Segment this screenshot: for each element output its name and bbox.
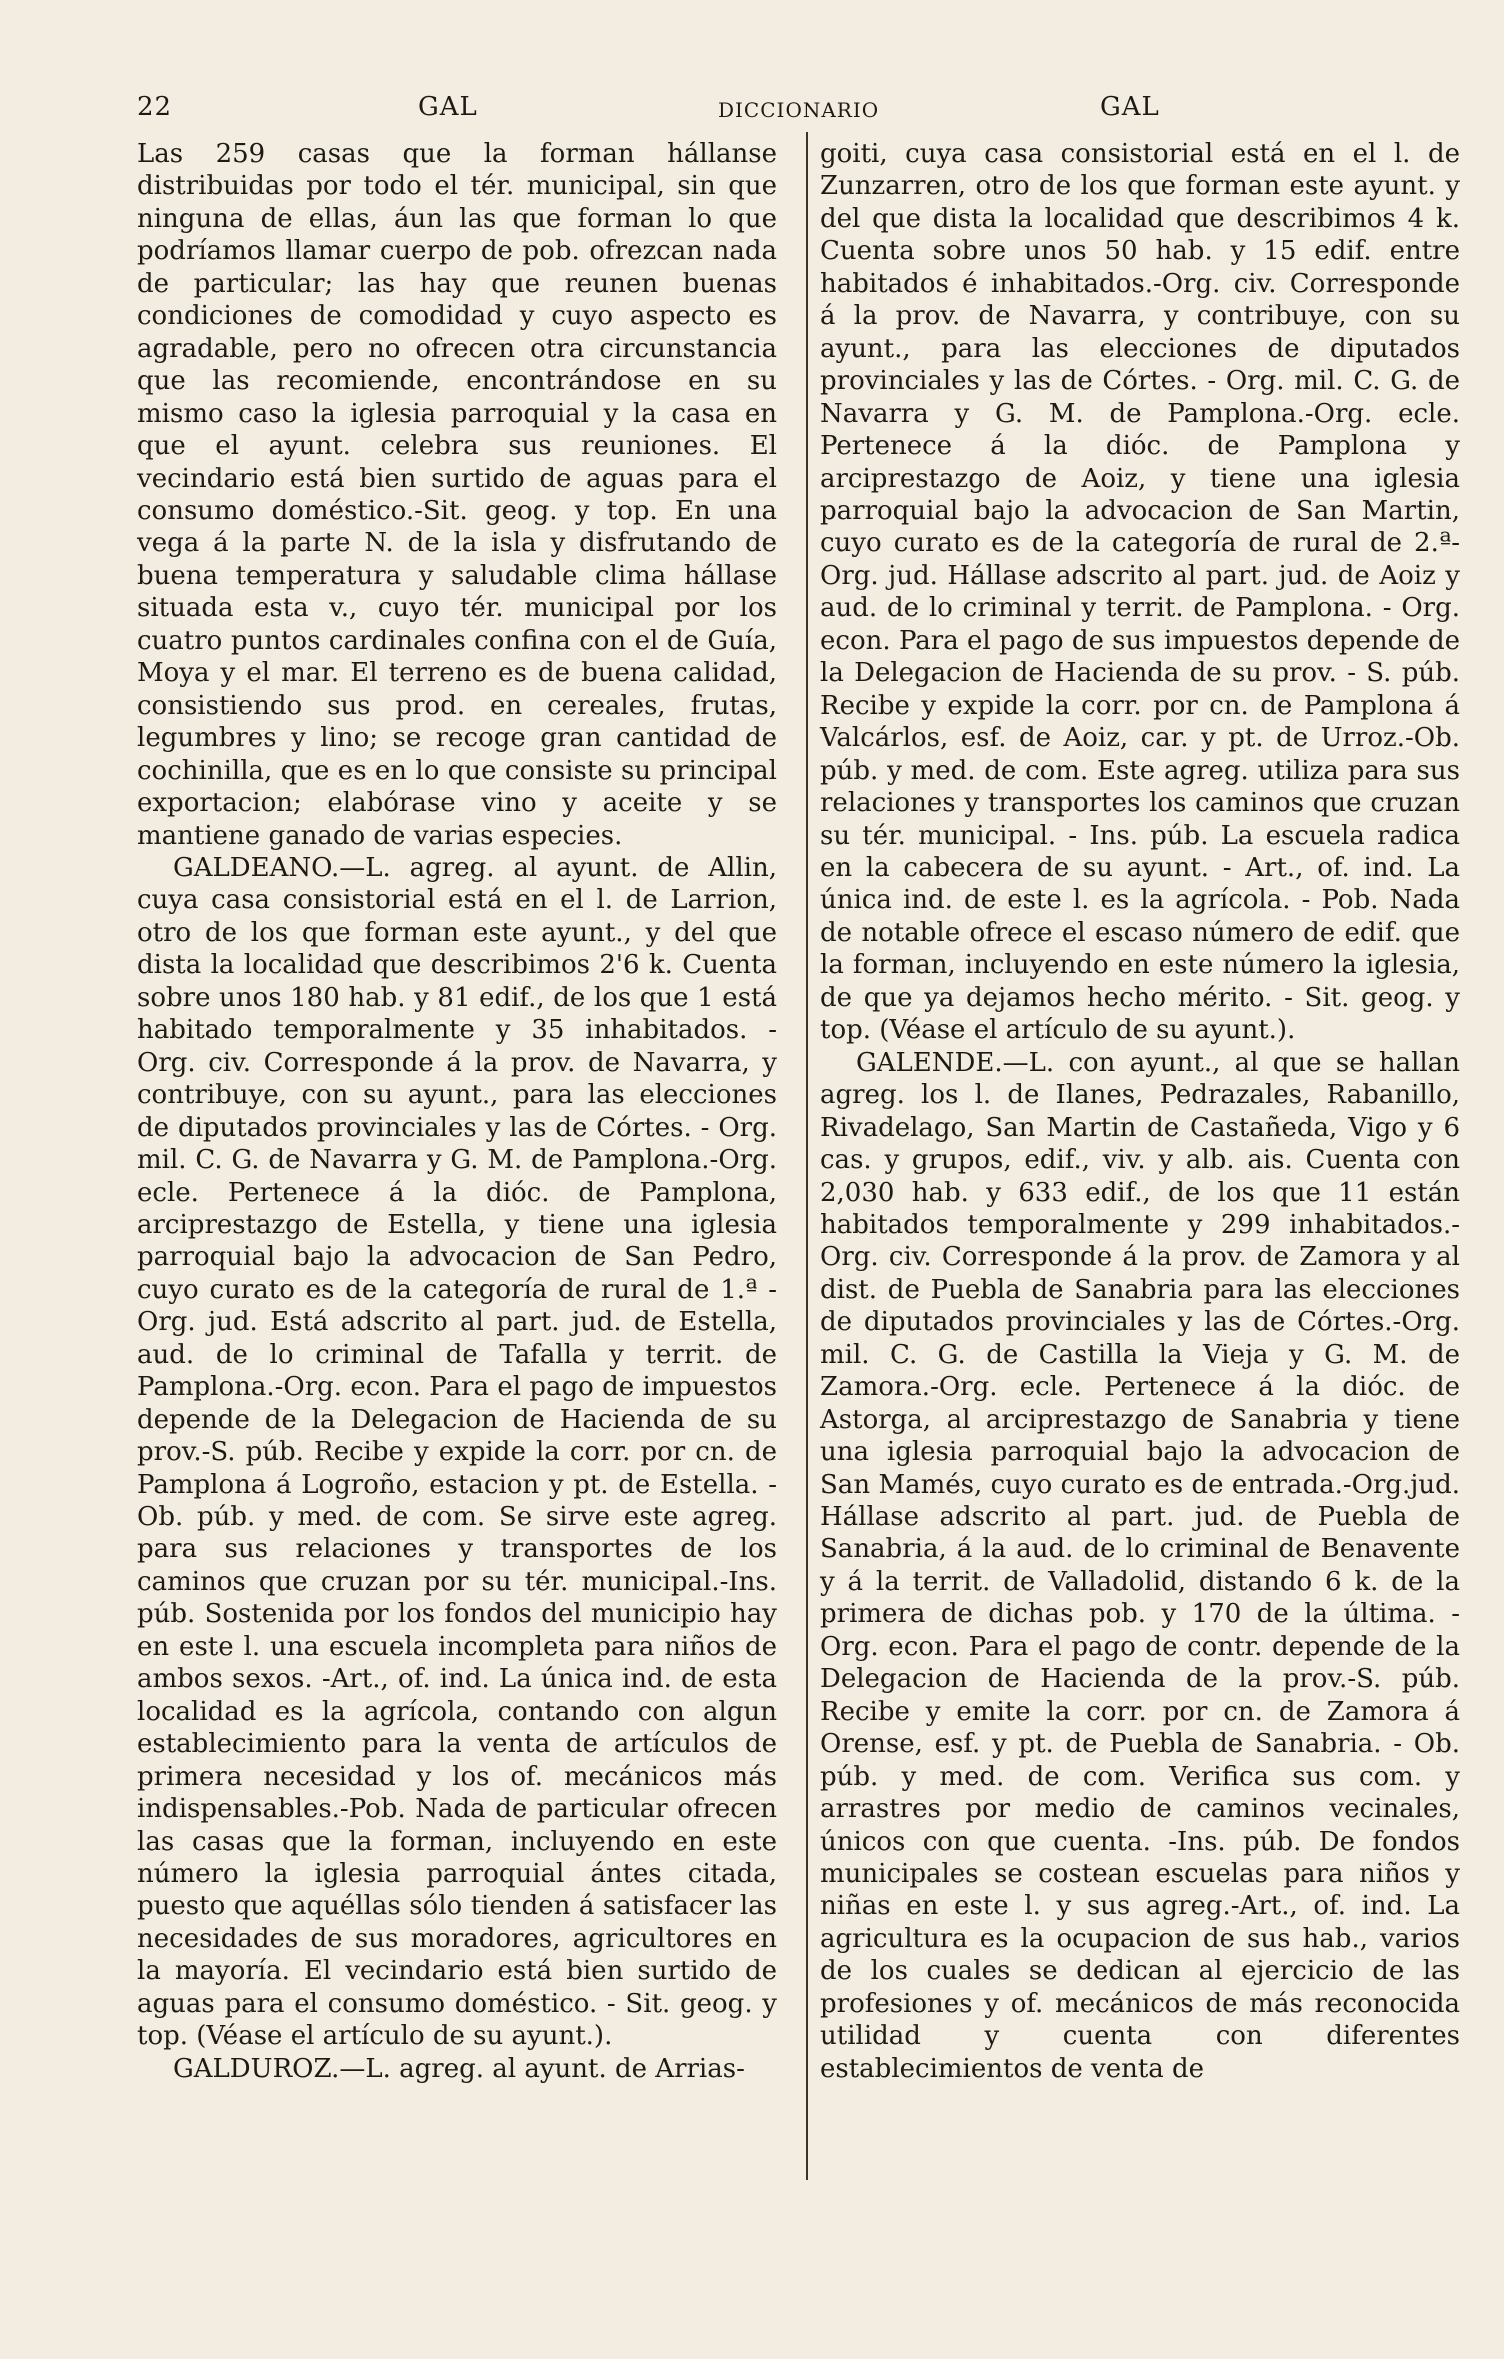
header-right-word: GAL	[1100, 92, 1160, 122]
left-column	[137, 138, 777, 2085]
header-center-title: DICCIONARIO	[718, 98, 880, 122]
paragraph: goiti, cuya casa consistorial está en el l. de Zunzarren, otro de los que forman este ayunt. y del que dista la localidad que describimos 4 k. Cuenta sobre unos 50 hab. y 15 edif. entre habitados é inhabitados.-Org. civ. Corresponde á la prov. de Navarra, y contribuye, con su ayunt., para las elecciones de diputados provinciales y las de Córtes. - Org. mil. C. G. de Navarra y G. M. de Pamplona.-Org. ecle. Pertenece á la dióc. de Pamplona y arciprestazgo de Aoiz, y tiene una iglesia parroquial bajo la advocacion de San Martin, cuyo curato es de la categoría de rural de 2.ª-Org. jud. Hállase adscrito al part. jud. de Aoiz y aud. de lo criminal y territ. de Pamplona. - Org. econ. Para el pago de sus impuestos depende de la Delegacion de Hacienda de su prov. - S. púb. Recibe y expide la corr. por cn. de Pamplona á Valcárlos, esf. de Aoiz, car. y pt. de Urroz.-Ob. púb. y med. de com. Este agreg. utiliza para sus relaciones y transportes los caminos que cruzan su tér. municipal. - Ins. púb. La escuela radica en la cabecera de su ayunt. - Art., of. ind. La única ind. de este l. es la agrícola. - Pob. Nada de notable ofrece el escaso número de edif. que la forman, incluyendo en este número la iglesia, de que ya dejamos hecho mérito. - Sit. geog. y top. (Véase el artículo de su ayunt.).	[820, 139, 1460, 1046]
column-divider	[806, 132, 808, 2180]
entry-galende: GALENDE.—L. con ayunt., al que se hallan agreg. los l. de Ilanes, Pedrazales, Rabanillo, Rivadelago, San Martin de Castañeda, Vigo y 6 cas. y grupos, edif., viv. y alb. ais. Cuenta con 2,030 hab. y 633 edif., de los que 11 están habitados temporalmente y 299 inhabitados.-Org. civ. Corresponde á la prov. de Zamora y al dist. de Puebla de Sanabria para las elecciones de diputados provinciales y las de Córtes.-Org. mil. C. G. de Castilla la Vieja y G. M. de Zamora.-Org. ecle. Pertenece á la dióc. de Astorga, al arciprestazgo de Sanabria y tiene una iglesia parroquial bajo la advocacion de San Mamés, cuyo curato es de entrada.-Org.jud. Hállase adscrito al part. jud. de Puebla de Sanabria, á la aud. de lo criminal de Benavente y á la territ. de Valladolid, distando 6 k. de la primera de dichas pob. y 170 de la última. - Org. econ. Para el pago de contr. depende de la Delegacion de Hacienda de la prov.-S. púb. Recibe y emite la corr. por cn. de Zamora á Orense, esf. y pt. de Puebla de Sanabria. - Ob. púb. y med. de com. Verifica sus com. y arrastres por medio de caminos vecinales, únicos con que cuenta. -Ins. púb. De fondos municipales se costean escuelas para niños y niñas en este l. y sus agreg.-Art., of. ind. La agricultura es la ocupacion de sus hab., varios de los cuales se dedican al ejercicio de las profesiones y of. mecánicos de más reconocida utilidad y cuenta con diferentes establecimientos de venta de	[820, 1047, 1460, 2084]
paragraph: Las 259 casas que la forman hállanse distribuidas por todo el tér. municipal, sin que ninguna de ellas, áun las que forman lo que podríamos llamar cuerpo de pob. ofrezcan nada de particular; las hay que reunen buenas condiciones de comodidad y cuyo aspecto es agradable, pero no ofrecen otra circunstancia que las recomiende, encontrándose en su mismo caso la iglesia parroquial y la casa en que el ayunt. celebra sus reuniones. El vecindario está bien surtido de aguas para el consumo doméstico.-Sit. geog. y top. En una vega á la parte N. de la isla y disfrutando de buena temperatura y saludable clima hállase situada esta v., cuyo tér. municipal por los cuatro puntos cardinales confina con el de Guía, Moya y el mar. El terreno es de buena calidad, consistiendo sus prod. en cereales, frutas, legumbres y lino; se recoge gran cantidad de cochinilla, que es en lo que consiste su principal exportacion; elabórase vino y aceite y se mantiene ganado de varias especies.	[137, 139, 777, 851]
entry-galduroz: GALDUROZ.—L. agreg. al ayunt. de Arrias-	[173, 2053, 745, 2084]
header-left-word: GAL	[418, 92, 478, 122]
page-number: 22	[137, 92, 173, 122]
right-column	[820, 138, 1460, 2085]
entry-galdeano: GALDEANO.—L. agreg. al ayunt. de Allin, cuya casa consistorial está en el l. de Larrion, otro de los que forman este ayunt., y del que dista la localidad que describimos 2'6 k. Cuenta sobre unos 180 hab. y 81 edif., de los que 1 está habitado temporalmente y 35 inhabitados. - Org. civ. Corresponde á la prov. de Navarra, y contribuye, con su ayunt., para las elecciones de diputados provinciales y las de Córtes. - Org. mil. C. G. de Navarra y G. M. de Pamplona.-Org. ecle. Pertenece á la dióc. de Pamplona, arciprestazgo de Estella, y tiene una iglesia parroquial bajo la advocacion de San Pedro, cuyo curato es de la categoría de rural de 1.ª - Org. jud. Está adscrito al part. jud. de Estella, aud. de lo criminal de Tafalla y territ. de Pamplona.-Org. econ. Para el pago de impuestos depende de la Delegacion de Hacienda de su prov.-S. púb. Recibe y expide la corr. por cn. de Pamplona á Logroño, estacion y pt. de Estella. - Ob. púb. y med. de com. Se sirve este agreg. para sus relaciones y transportes de los caminos que cruzan por su tér. municipal.-Ins. púb. Sostenida por los fondos del municipio hay en este l. una escuela incompleta para niños de ambos sexos. -Art., of. ind. La única ind. de esta localidad es la agrícola, contando con algun establecimiento para la venta de artículos de primera necesidad y los of. mecánicos más indispensables.-Pob. Nada de particular ofrecen las casas que la forman, incluyendo en este número la iglesia parroquial ántes citada, puesto que aquéllas sólo tienden á satisfacer las necesidades de sus moradores, agricultores en la mayoría. El vecindario está bien surtido de aguas para el consumo doméstico. - Sit. geog. y top. (Véase el artículo de su ayunt.).	[137, 852, 777, 2052]
